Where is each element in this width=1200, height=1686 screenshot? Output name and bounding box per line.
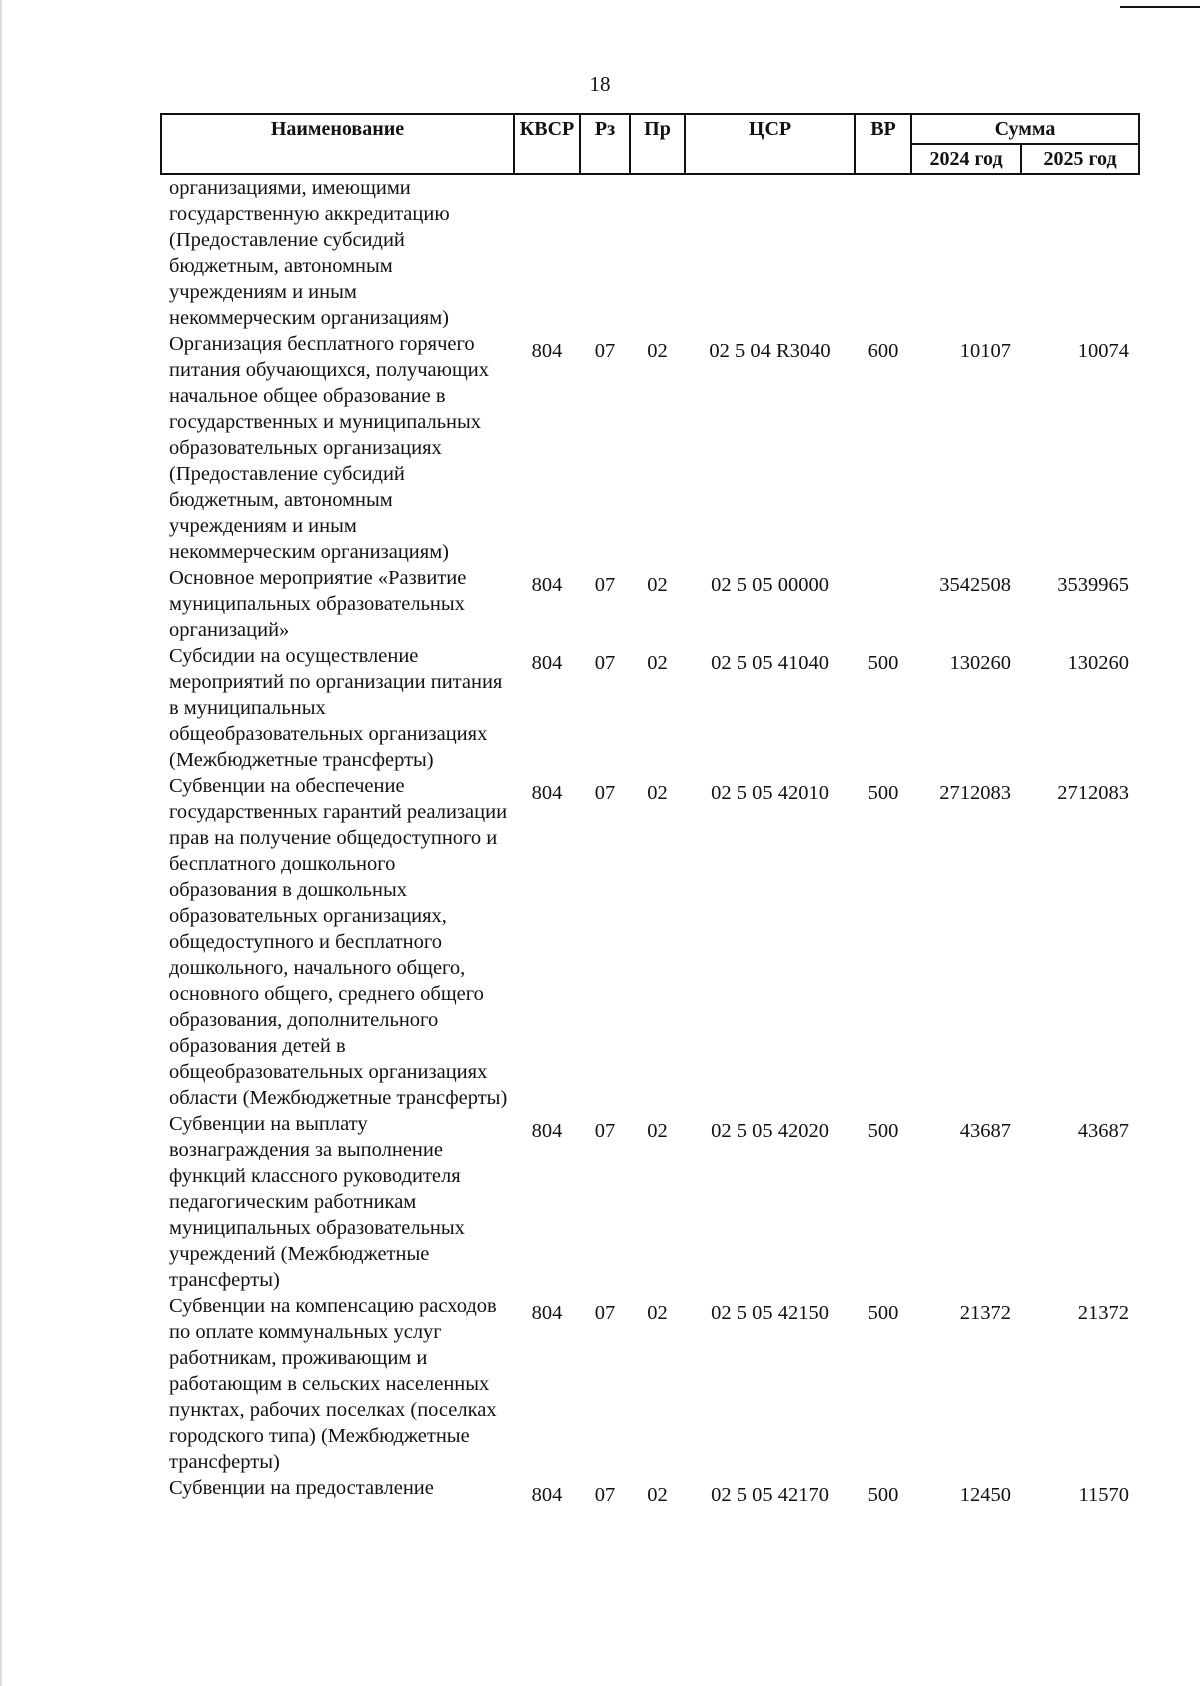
page-number: 18 (589, 72, 611, 96)
row-vr: 500 (867, 652, 899, 674)
row-kvsr: 804 (531, 1302, 563, 1324)
row-kvsr: 804 (531, 574, 563, 596)
row-rz: 07 (594, 652, 616, 674)
row-sum-2025: 10074 (1077, 340, 1130, 362)
row-csr: 02 5 05 42010 (711, 782, 829, 804)
row-vr: 500 (867, 1302, 899, 1324)
row-sum-2024: 21372 (959, 1302, 1011, 1324)
row-sum-2025: 2712083 (1057, 782, 1130, 804)
header-sum: Сумма (911, 114, 1139, 144)
row-name: Субсидии на осуществление мероприятий по организации питания в муниципальных общеобразовательных организациях (Межбюджетные трансферты) (169, 645, 503, 771)
row-csr: 02 5 04 R3040 (709, 340, 831, 362)
row-name: организациями, имеющими государственную аккредитацию (Предоставление субсидий бюджетным, автономным учреждениям и иным некоммерческим организациям) (169, 177, 450, 329)
corner-mark (1120, 6, 1200, 8)
row-csr: 02 5 05 42170 (711, 1484, 829, 1506)
header-year-2024: 2024 год (911, 144, 1021, 174)
table-row (161, 1475, 1139, 1508)
table-row (161, 1111, 1139, 1293)
row-pr: 02 (647, 1120, 668, 1142)
table-row (161, 331, 1139, 565)
row-name: Основное мероприятие «Развитие муниципальных образовательных организаций» (169, 567, 467, 641)
header-csr: ЦСР (685, 114, 855, 174)
row-sum-2024: 10107 (959, 340, 1011, 362)
row-sum-2025: 11570 (1078, 1484, 1130, 1506)
budget-table (160, 113, 1140, 1508)
row-sum-2024: 130260 (949, 652, 1011, 674)
row-name: Субвенции на обеспечение государственных гарантий реализации прав на получение общедоступного и бесплатного дошкольного образования в дошкольных образовательных организациях, общедоступного и бесплатного дошкольного, начального общего, основного общего, среднего общего образования, дополнительного образования детей в общеобразовательных организациях области (Межбюджетные трансферты) (169, 775, 508, 1109)
row-kvsr: 804 (531, 1120, 563, 1142)
row-sum-2025 (1021, 174, 1139, 331)
row-sum-2024: 43687 (959, 1120, 1011, 1142)
row-kvsr: 804 (531, 782, 563, 804)
row-vr: 600 (867, 340, 899, 362)
row-csr: 02 5 05 42150 (711, 1302, 829, 1324)
row-sum-2024: 2712083 (939, 782, 1011, 804)
row-pr: 02 (647, 1484, 668, 1506)
header-pr: Пр (630, 114, 685, 174)
row-vr: 500 (867, 1120, 899, 1142)
row-sum-2024 (911, 174, 1021, 331)
row-kvsr: 804 (531, 340, 563, 362)
row-rz: 07 (594, 1302, 616, 1324)
scan-edge (0, 0, 3, 1686)
row-pr: 02 (647, 782, 668, 804)
row-sum-2025: 130260 (1067, 652, 1130, 674)
row-vr: 500 (867, 1484, 899, 1506)
table-row (161, 174, 1139, 331)
row-vr (855, 565, 911, 643)
row-sum-2025: 43687 (1077, 1120, 1130, 1142)
table-body (161, 174, 1139, 1508)
header-vr: ВР (855, 114, 911, 174)
table-row (161, 773, 1139, 1111)
row-name: Организация бесплатного горячего питания обучающихся, получающих начальное общее образование в государственных и муниципальных образовательных организациях (Предоставление субсидий бюджетным, автономным учреждениям и иным некоммерческим организациям) (169, 333, 489, 563)
row-rz: 07 (594, 1120, 616, 1142)
header-kvsr: КВСР (514, 114, 580, 174)
row-csr: 02 5 05 00000 (711, 574, 829, 596)
row-name: Субвенции на компенсацию расходов по оплате коммунальных услуг работникам, проживающим и работающим в сельских населенных пунктах, рабочих поселках (поселках городского типа) (Межбюджетные трансферты) (169, 1295, 497, 1473)
row-pr: 02 (647, 340, 668, 362)
row-vr: 500 (867, 782, 899, 804)
row-pr: 02 (647, 652, 668, 674)
table-row (161, 565, 1139, 643)
row-pr: 02 (647, 1302, 668, 1324)
table-header (161, 114, 1139, 174)
row-csr: 02 5 05 41040 (711, 652, 829, 674)
row-sum-2025: 3539965 (1057, 574, 1130, 596)
row-vr (855, 174, 911, 331)
row-pr: 02 (647, 574, 668, 596)
header-year-2025: 2025 год (1021, 144, 1139, 174)
row-csr (685, 174, 855, 331)
table-row (161, 1293, 1139, 1475)
row-rz (580, 174, 630, 331)
row-pr (630, 174, 685, 331)
row-sum-2025: 21372 (1077, 1302, 1130, 1324)
row-rz: 07 (594, 574, 616, 596)
row-kvsr: 804 (531, 652, 563, 674)
row-rz: 07 (594, 1484, 616, 1506)
row-sum-2024: 12450 (959, 1484, 1011, 1506)
header-name: Наименование (161, 114, 514, 174)
header-rz: Рз (580, 114, 630, 174)
row-kvsr: 804 (531, 1484, 563, 1506)
row-name: Субвенции на предоставление (169, 1477, 434, 1499)
row-csr: 02 5 05 42020 (711, 1120, 829, 1142)
row-kvsr (514, 174, 580, 331)
table-row (161, 643, 1139, 773)
row-rz: 07 (594, 340, 616, 362)
row-sum-2024: 3542508 (939, 574, 1011, 596)
row-name: Субвенции на выплату вознаграждения за выполнение функций классного руководителя педагогическим работникам муниципальных образовательных учреждений (Межбюджетные трансферты) (169, 1113, 465, 1291)
row-rz: 07 (594, 782, 616, 804)
